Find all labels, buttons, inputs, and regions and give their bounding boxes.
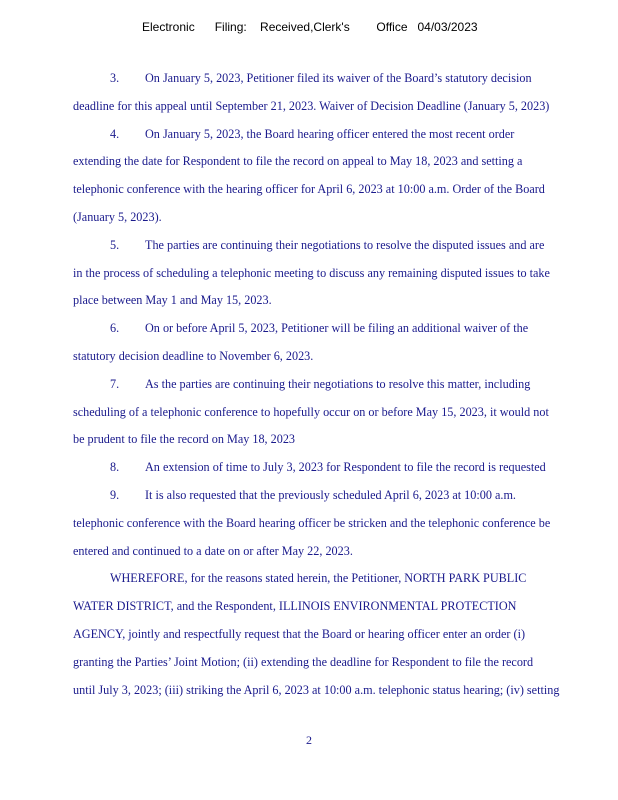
paragraph-line: An extension of time to July 3, 2023 for Respondent to file the record is requested	[145, 460, 546, 475]
paragraph-line: As the parties are continuing their negotiations to resolve this matter, including	[145, 376, 531, 391]
paragraph-number: 3.	[110, 71, 120, 85]
paragraph-number: 4.	[110, 126, 120, 141]
paragraph-line: On January 5, 2023, Petitioner filed its waiver of the Board’s statutory decision	[145, 71, 532, 85]
paragraph-number: 5.	[110, 237, 120, 252]
paragraph-line: telephonic conference with the Board hearing officer be stricken and the telephonic conference be	[73, 515, 551, 530]
paragraph-line: WATER DISTRICT, and the Respondent, ILLINOIS ENVIRONMENTAL PROTECTION	[73, 599, 517, 614]
paragraph-line: deadline for this appeal until September 21, 2023. Waiver of Decision Deadline (January 5, 2023)	[73, 98, 550, 113]
paragraph-line: AGENCY, jointly and respectfully request that the Board or hearing officer enter an order (i)	[73, 627, 526, 641]
paragraph-line: On January 5, 2023, the Board hearing officer entered the most recent order	[145, 126, 515, 141]
paragraph-line: scheduling of a telephonic conference to hopefully occur on or before May 15, 2023, it would not	[73, 404, 549, 419]
paragraph-line: On or before April 5, 2023, Petitioner will be filing an additional waiver of the	[145, 321, 529, 336]
paragraph-number: 6.	[110, 321, 120, 336]
paragraph-number: 7.	[110, 376, 120, 391]
paragraph-line: It is also requested that the previously scheduled April 6, 2023 at 10:00 a.m.	[145, 488, 516, 502]
paragraph-line: extending the date for Respondent to file the record on appeal to May 18, 2023 and setting a	[73, 154, 523, 169]
paragraph-line: in the process of scheduling a telephonic meeting to discuss any remaining disputed issues to take	[73, 265, 550, 280]
page-number: 2	[306, 733, 312, 747]
paragraph-line: (January 5, 2023).	[73, 210, 162, 224]
paragraph-number: 8.	[110, 460, 120, 475]
paragraph-line: The parties are continuing their negotiations to resolve the disputed issues and are	[145, 237, 545, 252]
filing-stamp-header: Electronic Filing: Received,Clerk's Office 04/03/2023	[142, 20, 478, 34]
paragraph-line: WHEREFORE, for the reasons stated herein, the Petitioner, NORTH PARK PUBLIC	[110, 571, 527, 586]
paragraph-number: 9.	[110, 488, 120, 502]
paragraph-line: granting the Parties’ Joint Motion; (ii) extending the deadline for Respondent to file the record	[73, 654, 534, 669]
paragraph-line: place between May 1 and May 15, 2023.	[73, 293, 272, 308]
paragraph-line: entered and continued to a date on or after May 22, 2023.	[73, 543, 353, 558]
paragraph-line: until July 3, 2023; (iii) striking the April 6, 2023 at 10:00 a.m. telephonic status hearing; (iv) setting	[73, 682, 560, 697]
paragraph-line: be prudent to file the record on May 18, 2023	[73, 432, 296, 447]
paragraph-line: statutory decision deadline to November 6, 2023.	[73, 349, 314, 363]
paragraph-line: telephonic conference with the hearing officer for April 6, 2023 at 10:00 a.m. Order of the Board	[73, 182, 545, 197]
